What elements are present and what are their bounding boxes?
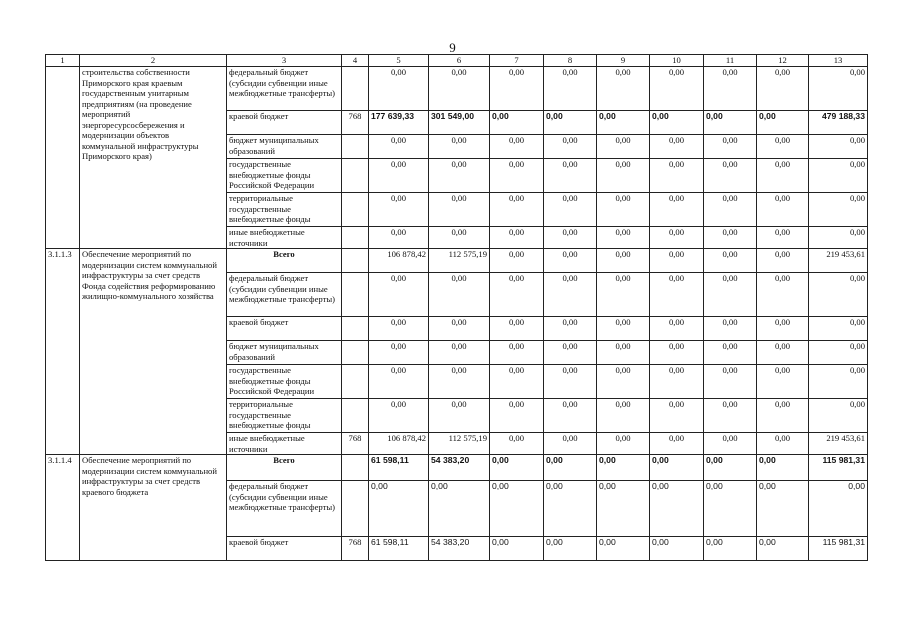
- funding-source: государственные внебюджетные фонды Российской Федерации: [227, 365, 342, 399]
- amount-cell: 115 981,31: [809, 455, 868, 481]
- amount-cell: 0,00: [597, 455, 650, 481]
- grbs-code: [342, 455, 369, 481]
- grbs-code: [342, 135, 369, 159]
- amount-cell: 54 383,20: [429, 537, 490, 561]
- amount-cell: 61 598,11: [369, 455, 429, 481]
- amount-cell: 0,00: [369, 399, 429, 433]
- amount-cell: 0,00: [544, 135, 597, 159]
- amount-cell: 0,00: [544, 341, 597, 365]
- table-body: [46, 55, 868, 561]
- column-header: 13: [809, 55, 868, 67]
- amount-cell: 0,00: [369, 135, 429, 159]
- amount-cell: 0,00: [369, 67, 429, 111]
- amount-cell: 0,00: [490, 341, 544, 365]
- column-header: 12: [757, 55, 809, 67]
- amount-cell: 0,00: [809, 193, 868, 227]
- amount-cell: 0,00: [650, 249, 704, 273]
- amount-cell: 0,00: [650, 159, 704, 193]
- amount-cell: 0,00: [597, 227, 650, 249]
- amount-cell: 0,00: [369, 227, 429, 249]
- grbs-code: [342, 273, 369, 317]
- grbs-code: [342, 481, 369, 537]
- amount-cell: 0,00: [757, 249, 809, 273]
- amount-cell: 0,00: [757, 481, 809, 537]
- amount-cell: 0,00: [809, 135, 868, 159]
- table-row: [46, 249, 868, 273]
- column-header: 5: [369, 55, 429, 67]
- amount-cell: 0,00: [809, 365, 868, 399]
- amount-cell: 0,00: [369, 317, 429, 341]
- section-code: 3.1.1.3: [46, 249, 80, 455]
- table-row: [46, 455, 868, 481]
- amount-cell: 0,00: [704, 341, 757, 365]
- amount-cell: 0,00: [809, 399, 868, 433]
- funding-source: иные внебюджетные источники: [227, 433, 342, 455]
- amount-cell: 0,00: [544, 455, 597, 481]
- amount-cell: 0,00: [704, 433, 757, 455]
- funding-source: федеральный бюджет (субсидии субвенции иные межбюджетные трансферты): [227, 481, 342, 537]
- amount-cell: 0,00: [809, 227, 868, 249]
- amount-cell: 0,00: [490, 111, 544, 135]
- amount-cell: 0,00: [650, 399, 704, 433]
- amount-cell: 0,00: [597, 399, 650, 433]
- amount-cell: 0,00: [809, 481, 868, 537]
- amount-cell: 0,00: [704, 481, 757, 537]
- amount-cell: 0,00: [704, 67, 757, 111]
- column-header: 8: [544, 55, 597, 67]
- amount-cell: 0,00: [650, 341, 704, 365]
- grbs-code: [342, 399, 369, 433]
- amount-cell: 0,00: [757, 365, 809, 399]
- amount-cell: 0,00: [597, 317, 650, 341]
- amount-cell: 0,00: [490, 481, 544, 537]
- amount-cell: 0,00: [369, 341, 429, 365]
- amount-cell: 0,00: [650, 111, 704, 135]
- amount-cell: 0,00: [757, 455, 809, 481]
- amount-cell: 219 453,61: [809, 433, 868, 455]
- amount-cell: 0,00: [757, 317, 809, 341]
- funding-source: территориальные государственные внебюджетные фонды: [227, 399, 342, 433]
- amount-cell: 0,00: [597, 193, 650, 227]
- grbs-code: [342, 317, 369, 341]
- amount-cell: 0,00: [490, 159, 544, 193]
- funding-source: краевой бюджет: [227, 537, 342, 561]
- amount-cell: 0,00: [429, 317, 490, 341]
- amount-cell: 0,00: [429, 341, 490, 365]
- section-description: Обеспечение мероприятий по модернизации систем коммунальной инфраструктуры за счет средств Фонда содействия реформированию жилищно-коммунального хозяйства: [80, 249, 227, 455]
- amount-cell: 0,00: [650, 481, 704, 537]
- grbs-code: 768: [342, 111, 369, 135]
- column-header: 7: [490, 55, 544, 67]
- funding-source: бюджет муниципальных образований: [227, 135, 342, 159]
- section-code: [46, 67, 80, 249]
- amount-cell: 0,00: [704, 227, 757, 249]
- column-header: 4: [342, 55, 369, 67]
- amount-cell: 0,00: [704, 399, 757, 433]
- amount-cell: 0,00: [809, 159, 868, 193]
- amount-cell: 219 453,61: [809, 249, 868, 273]
- amount-cell: 0,00: [369, 159, 429, 193]
- grbs-code: [342, 159, 369, 193]
- funding-source: территориальные государственные внебюджетные фонды: [227, 193, 342, 227]
- amount-cell: 0,00: [490, 433, 544, 455]
- amount-cell: 0,00: [704, 135, 757, 159]
- funding-source: иные внебюджетные источники: [227, 227, 342, 249]
- amount-cell: 0,00: [544, 481, 597, 537]
- amount-cell: 0,00: [544, 67, 597, 111]
- amount-cell: 0,00: [650, 227, 704, 249]
- amount-cell: 0,00: [544, 249, 597, 273]
- amount-cell: 115 981,31: [809, 537, 868, 561]
- amount-cell: 0,00: [490, 537, 544, 561]
- grbs-code: [342, 341, 369, 365]
- amount-cell: 0,00: [544, 317, 597, 341]
- amount-cell: 0,00: [597, 135, 650, 159]
- column-header: 3: [227, 55, 342, 67]
- grbs-code: [342, 67, 369, 111]
- amount-cell: 0,00: [429, 273, 490, 317]
- amount-cell: 0,00: [650, 135, 704, 159]
- amount-cell: 0,00: [490, 455, 544, 481]
- column-header: 9: [597, 55, 650, 67]
- amount-cell: 0,00: [704, 111, 757, 135]
- grbs-code: [342, 249, 369, 273]
- amount-cell: 0,00: [704, 273, 757, 317]
- amount-cell: 0,00: [704, 193, 757, 227]
- amount-cell: 0,00: [490, 193, 544, 227]
- amount-cell: 61 598,11: [369, 537, 429, 561]
- amount-cell: 106 878,42: [369, 249, 429, 273]
- amount-cell: 0,00: [650, 273, 704, 317]
- amount-cell: 0,00: [757, 111, 809, 135]
- amount-cell: 54 383,20: [429, 455, 490, 481]
- amount-cell: 0,00: [490, 273, 544, 317]
- amount-cell: 112 575,19: [429, 249, 490, 273]
- amount-cell: 0,00: [490, 399, 544, 433]
- amount-cell: 0,00: [544, 273, 597, 317]
- funding-source: государственные внебюджетные фонды Российской Федерации: [227, 159, 342, 193]
- amount-cell: 0,00: [490, 135, 544, 159]
- amount-cell: 0,00: [490, 227, 544, 249]
- amount-cell: 0,00: [650, 433, 704, 455]
- amount-cell: 0,00: [490, 249, 544, 273]
- amount-cell: 0,00: [757, 193, 809, 227]
- amount-cell: 0,00: [597, 341, 650, 365]
- section-code: 3.1.1.4: [46, 455, 80, 561]
- column-header: 6: [429, 55, 490, 67]
- section-description: Обеспечение мероприятий по модернизации систем коммунальной инфраструктуры за счет средств краевого бюджета: [80, 455, 227, 561]
- amount-cell: 0,00: [757, 227, 809, 249]
- amount-cell: 0,00: [544, 111, 597, 135]
- amount-cell: 0,00: [429, 227, 490, 249]
- amount-cell: 0,00: [704, 537, 757, 561]
- amount-cell: 0,00: [544, 433, 597, 455]
- amount-cell: 0,00: [704, 249, 757, 273]
- amount-cell: 0,00: [757, 135, 809, 159]
- amount-cell: 0,00: [757, 159, 809, 193]
- amount-cell: 0,00: [650, 67, 704, 111]
- funding-source: Всего: [227, 249, 342, 273]
- amount-cell: 0,00: [809, 67, 868, 111]
- amount-cell: 177 639,33: [369, 111, 429, 135]
- amount-cell: 0,00: [757, 273, 809, 317]
- amount-cell: 0,00: [597, 433, 650, 455]
- amount-cell: 0,00: [544, 193, 597, 227]
- amount-cell: 0,00: [490, 67, 544, 111]
- column-header: 2: [80, 55, 227, 67]
- amount-cell: 0,00: [650, 365, 704, 399]
- funding-source: федеральный бюджет (субсидии субвенции иные межбюджетные трансферты): [227, 273, 342, 317]
- grbs-code: [342, 193, 369, 227]
- amount-cell: 479 188,33: [809, 111, 868, 135]
- amount-cell: 0,00: [597, 365, 650, 399]
- amount-cell: 0,00: [369, 193, 429, 227]
- grbs-code: 768: [342, 537, 369, 561]
- grbs-code: [342, 227, 369, 249]
- amount-cell: 0,00: [490, 317, 544, 341]
- funding-source: бюджет муниципальных образований: [227, 341, 342, 365]
- amount-cell: 0,00: [757, 399, 809, 433]
- column-header: 10: [650, 55, 704, 67]
- amount-cell: 0,00: [650, 455, 704, 481]
- amount-cell: 0,00: [809, 341, 868, 365]
- funding-source: Всего: [227, 455, 342, 481]
- amount-cell: 0,00: [704, 317, 757, 341]
- amount-cell: 0,00: [429, 481, 490, 537]
- funding-source: федеральный бюджет (субсидии субвенции иные межбюджетные трансферты): [227, 67, 342, 111]
- amount-cell: 0,00: [597, 67, 650, 111]
- amount-cell: 0,00: [597, 159, 650, 193]
- column-header: 1: [46, 55, 80, 67]
- amount-cell: 0,00: [429, 399, 490, 433]
- amount-cell: 0,00: [704, 365, 757, 399]
- amount-cell: 0,00: [369, 273, 429, 317]
- amount-cell: 0,00: [757, 537, 809, 561]
- amount-cell: 0,00: [650, 193, 704, 227]
- section-description: строительства собственности Приморского края краевым государственным унитарным предприятиям (на проведение мероприятий энергоресурсосбережения и модернизации объектов коммунальной инфраструктуры Приморского края): [80, 67, 227, 249]
- amount-cell: 106 878,42: [369, 433, 429, 455]
- amount-cell: 0,00: [544, 399, 597, 433]
- column-header: 11: [704, 55, 757, 67]
- amount-cell: 0,00: [597, 273, 650, 317]
- page-number: 9: [449, 40, 456, 55]
- amount-cell: 0,00: [757, 433, 809, 455]
- amount-cell: 0,00: [704, 455, 757, 481]
- table-row: [46, 67, 868, 111]
- amount-cell: 0,00: [490, 365, 544, 399]
- amount-cell: 0,00: [650, 317, 704, 341]
- amount-cell: 0,00: [650, 537, 704, 561]
- amount-cell: 0,00: [544, 159, 597, 193]
- amount-cell: 0,00: [597, 249, 650, 273]
- amount-cell: 0,00: [597, 481, 650, 537]
- amount-cell: 0,00: [704, 159, 757, 193]
- grbs-code: 768: [342, 433, 369, 455]
- amount-cell: 0,00: [429, 365, 490, 399]
- amount-cell: 0,00: [369, 481, 429, 537]
- budget-table: [45, 54, 868, 561]
- funding-source: краевой бюджет: [227, 111, 342, 135]
- amount-cell: 0,00: [429, 67, 490, 111]
- amount-cell: 112 575,19: [429, 433, 490, 455]
- amount-cell: 0,00: [809, 273, 868, 317]
- amount-cell: 0,00: [544, 537, 597, 561]
- amount-cell: 0,00: [809, 317, 868, 341]
- amount-cell: 0,00: [544, 227, 597, 249]
- amount-cell: 0,00: [757, 341, 809, 365]
- amount-cell: 0,00: [544, 365, 597, 399]
- amount-cell: 0,00: [429, 135, 490, 159]
- grbs-code: [342, 365, 369, 399]
- amount-cell: 0,00: [429, 159, 490, 193]
- amount-cell: 0,00: [757, 67, 809, 111]
- amount-cell: 0,00: [429, 193, 490, 227]
- funding-source: краевой бюджет: [227, 317, 342, 341]
- amount-cell: 0,00: [597, 111, 650, 135]
- column-number-header: [46, 55, 868, 67]
- amount-cell: 0,00: [597, 537, 650, 561]
- amount-cell: 301 549,00: [429, 111, 490, 135]
- amount-cell: 0,00: [369, 365, 429, 399]
